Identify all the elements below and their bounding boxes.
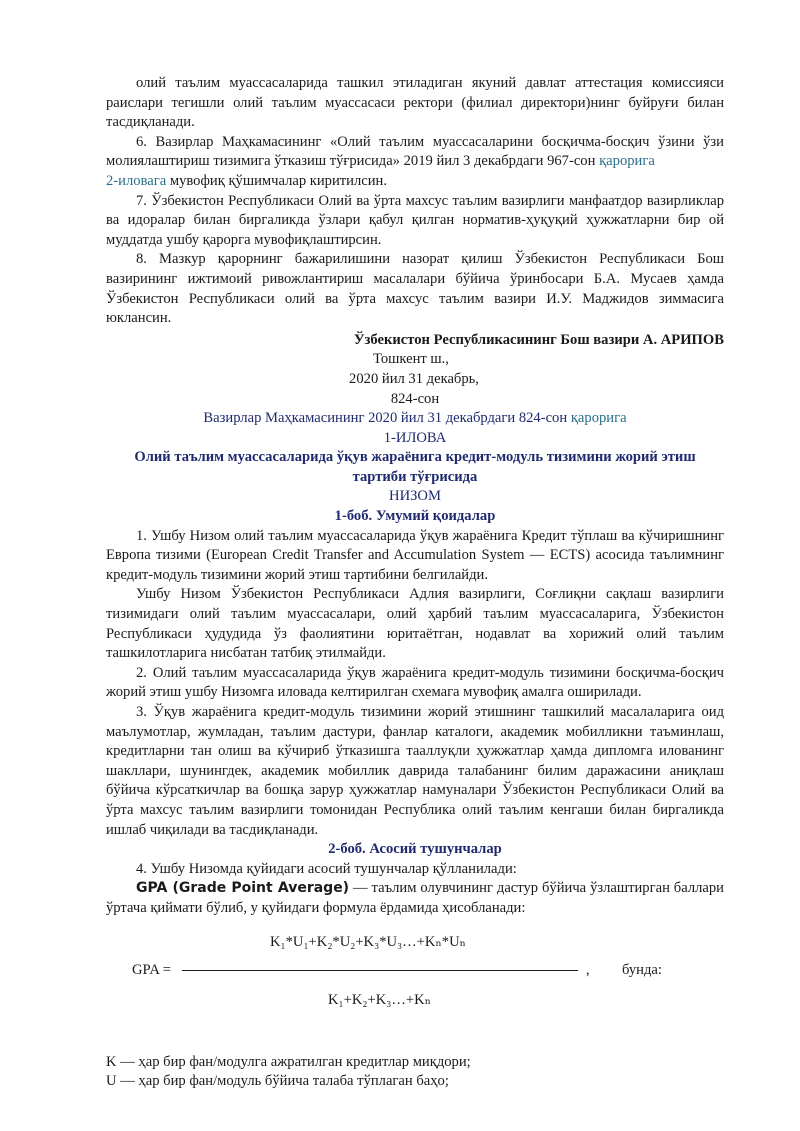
gpa-definition (106, 879, 724, 918)
chapter-1-paragraph-2: Ушбу Низом Ўзбекистон Республикаси Адлия вазирлиги, Соғлиқни сақлаш вазирлиги тизимидаги олий таълим муассасалари, олий ҳарбий таълим муассасаларига, Ўзбекистон Республикаси ҳудудида ўз фаолиятини юритаётган, нодавлат ва хорижий олий таълим ташкилотларига нисбатан татбиқ этилмайди. (106, 586, 724, 662)
paragraph-item-8: 8. Мазкур қарорнинг бажарилишини назорат қилиш Ўзбекистон Республикаси Бош вазирининг ижтимоий ривожлантириш масалалари бўйича ўринбосари Б.А. Мусаев ҳамда Ўзбекистон Республикаси олий ва ўрта махсус таълим вазири И.У. Маджидов зиммасига юклансин. (106, 251, 724, 327)
fraction-bar (182, 970, 578, 971)
gpa-definition-text: — таълим олувчининг дастур бўйича ўзлаштирган баллари ўртача қиймати бўлиб, у қуйидаги формула ёрдамида ҳисобланади: (106, 880, 724, 916)
document-body (106, 74, 724, 1092)
annex-reference-text: Вазирлар Маҳкамасининг 2020 йил 31 декабрдаги 824-сон (203, 410, 571, 427)
formula-definitions (106, 1053, 724, 1092)
gpa-formula (106, 933, 724, 1053)
decree-number: 824-сон (390, 390, 440, 407)
document-type: НИЗОМ (389, 488, 441, 505)
paragraph-item-7: 7. Ўзбекистон Республикаси Олий ва ўрта махсус таълим вазирлиги манфаатдор вазирликлар ва идоралар билан биргаликда ўзлари қабул қилган норматив-ҳуқуқий ҳужжатларни бир ой муддатда ушбу қарорга мувофиқлаштирсин. (106, 192, 724, 248)
annex-2-link[interactable]: 2-иловага (106, 172, 167, 189)
formula-lhs: GPA = (132, 961, 171, 978)
decree-meta (106, 350, 724, 409)
formula-denominator: K₁+K₂+K₃…+Kₙ (328, 991, 432, 1008)
chapter-1-paragraph-1: 1. Ушбу Низом олий таълим муассасаларида ўқув жараёнига Кредит тўплаш ва кўчиришнинг Европа тизими (European Credit Transfer and Accumulation System — ECTS) асосида таълимнинг кредит-модуль тизимини жорий этиш тартибини белгилайди. (106, 527, 724, 583)
chapter-1-heading: 1-боб. Умумий қоидалар (334, 508, 496, 525)
paragraph-item-6-tail: мувофиқ қўшимчалар киритилсин. (166, 172, 388, 189)
formula-comma: , (586, 961, 590, 978)
formula-numerator: K₁*U₁+K₂*U₂+K₃*U₃…+Kₙ*Uₙ (270, 933, 466, 950)
annex-decree-link[interactable]: қарорига (570, 410, 627, 427)
gpa-term: GPA (Grade Point Average) (136, 880, 350, 897)
chapter-1-paragraph-4: 3. Ўқув жараёнига кредит-модуль тизимини жорий этишнинг ташкилий масалаларига оид маълумотлар, жумладан, таълим дастури, фанлар каталоги, академик мобилликни таъминлаш, кредитларни тан олиш ва кўчириб ўтказишга тааллуқли ҳужжатлар ҳамда дипломга илованинг шакллари, шунингдек, академик мобиллик даврида талабанинг билим даражасини аниқлаш бўйича кўрсаткичлар ва бошқа зарур ҳужжатлар намуналари Ўзбекистон Республикаси Олий ва ўрта махсус таълим вазирлиги томонидан Республика олий таълим кенгаши билан биргаликда ишлаб чиқилади ва тасдиқланади. (106, 704, 724, 838)
document-title (106, 448, 724, 487)
annex-label: 1-ИЛОВА (383, 429, 447, 446)
paragraph-item-6-text: 6. Вазирлар Маҳкамасининг «Олий таълим муассасаларини босқичма-босқич ўзини ўзи молиялаштириш тизимига ўтказиш тўғрисида» 2019 йил 3 декабрдаги 967-сон (106, 133, 724, 170)
document-title-line-2: тартиби тўғрисида (352, 468, 478, 485)
paragraph-item-6 (106, 133, 724, 192)
annex-reference (106, 409, 724, 429)
chapter-1-paragraph-3: 2. Олий таълим муассасаларида ўқув жараёнига кредит-модуль тизимини босқичма-босқич жорий этиш ушбу Низомга иловада келтирилган схемага мувофиқ амалга оширилади. (106, 664, 724, 701)
paragraph-continued: олий таълим муассасаларида ташкил этиладиган якуний давлат аттестация комиссияси раислари тегишли олий таълим муассасаси ректори (филиал директори)нинг буйруғи билан тасдиқланади. (106, 75, 724, 131)
document-title-line-1: Олий таълим муассасаларида ўқув жараёнига кредит-модуль тизимини жорий этиш (134, 449, 696, 466)
decree-date: 2020 йил 31 декабрь, (349, 370, 479, 387)
definition-u: U — ҳар бир фан/модуль бўйича талаба тўплаган баҳо; (106, 1073, 449, 1090)
chapter-2-heading: 2-боб. Асосий тушунчалар (328, 841, 502, 858)
decree-link[interactable]: қарорига (599, 153, 655, 170)
chapter-2-paragraph-1: 4. Ушбу Низомда қуйидаги асосий тушунчалар қўлланилади: (136, 860, 517, 877)
signature-line: Ўзбекистон Республикасининг Бош вазири А. АРИПОВ (353, 331, 724, 348)
definition-k: K — ҳар бир фан/модулга ажратилган кредитлар миқдори; (106, 1053, 471, 1070)
decree-city: Тошкент ш., (373, 351, 449, 368)
formula-where: бунда: (622, 961, 662, 978)
